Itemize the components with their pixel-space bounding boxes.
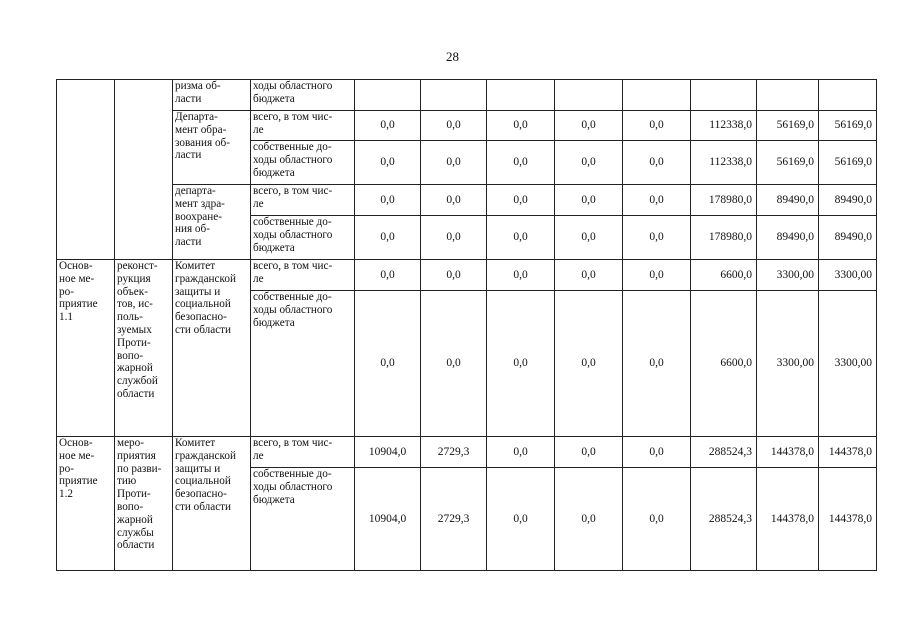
value-cell: 6600,0 xyxy=(691,291,757,437)
value-cell: 0,0 xyxy=(487,291,555,437)
value-cell: 0,0 xyxy=(421,185,487,216)
value-cell: 3300,00 xyxy=(757,260,819,291)
value-cell: 144378,0 xyxy=(819,468,877,571)
value-cell: 0,0 xyxy=(623,437,691,468)
value-cell: 56169,0 xyxy=(819,111,877,141)
value-cell: 2729,3 xyxy=(421,468,487,571)
value-cell xyxy=(487,80,555,111)
value-cell: 0,0 xyxy=(623,260,691,291)
value-cell: 0,0 xyxy=(487,185,555,216)
value-cell: 0,0 xyxy=(623,185,691,216)
executor-cell: департа- мент здра- воохране- ния об- ласти xyxy=(173,185,251,260)
source-cell: собственные до- ходы областного бюджета xyxy=(251,291,355,437)
value-cell: 0,0 xyxy=(421,291,487,437)
value-cell: 288524,3 xyxy=(691,468,757,571)
table-row xyxy=(57,80,877,111)
source-cell: собственные до- ходы областного бюджета xyxy=(251,216,355,260)
source-cell: ходы областного бюджета xyxy=(251,80,355,111)
value-cell: 288524,3 xyxy=(691,437,757,468)
value-cell: 0,0 xyxy=(623,216,691,260)
value-cell xyxy=(555,80,623,111)
value-cell: 178980,0 xyxy=(691,185,757,216)
value-cell: 0,0 xyxy=(487,216,555,260)
table-row xyxy=(57,260,877,291)
target-cell: реконст- рукция объек- тов, ис- поль- зуемых Проти- вопо- жарной службой области xyxy=(115,260,173,437)
value-cell: 0,0 xyxy=(487,260,555,291)
value-cell: 0,0 xyxy=(555,216,623,260)
value-cell: 0,0 xyxy=(355,185,421,216)
source-cell: всего, в том чис- ле xyxy=(251,437,355,468)
source-cell: собственные до- ходы областного бюджета xyxy=(251,141,355,185)
value-cell: 89490,0 xyxy=(819,185,877,216)
source-cell: всего, в том чис- ле xyxy=(251,185,355,216)
value-cell xyxy=(421,80,487,111)
value-cell: 10904,0 xyxy=(355,437,421,468)
value-cell: 10904,0 xyxy=(355,468,421,571)
value-cell: 178980,0 xyxy=(691,216,757,260)
source-cell: всего, в том чис- ле xyxy=(251,260,355,291)
executor-cell: Комитет гражданской защиты и социальной безопасно- сти области xyxy=(173,260,251,437)
value-cell: 0,0 xyxy=(421,111,487,141)
source-cell: всего, в том чис- ле xyxy=(251,111,355,141)
executor-cell: Комитет гражданской защиты и социальной безопасно- сти области xyxy=(173,437,251,571)
event-cell xyxy=(57,80,115,260)
value-cell: 56169,0 xyxy=(757,111,819,141)
value-cell: 0,0 xyxy=(623,141,691,185)
value-cell: 6600,0 xyxy=(691,260,757,291)
value-cell: 0,0 xyxy=(487,111,555,141)
value-cell: 3300,00 xyxy=(819,291,877,437)
value-cell: 0,0 xyxy=(623,468,691,571)
budget-table xyxy=(56,79,877,571)
value-cell xyxy=(623,80,691,111)
executor-cell: ризма об- ласти xyxy=(173,80,251,111)
value-cell: 89490,0 xyxy=(757,216,819,260)
executor-cell: Департа- мент обра- зования об- ласти xyxy=(173,111,251,185)
value-cell: 0,0 xyxy=(355,260,421,291)
value-cell: 2729,3 xyxy=(421,437,487,468)
value-cell: 0,0 xyxy=(555,185,623,216)
value-cell: 144378,0 xyxy=(757,437,819,468)
value-cell: 3300,00 xyxy=(819,260,877,291)
value-cell: 0,0 xyxy=(421,216,487,260)
value-cell: 0,0 xyxy=(487,437,555,468)
value-cell: 112338,0 xyxy=(691,141,757,185)
value-cell xyxy=(757,80,819,111)
value-cell: 56169,0 xyxy=(757,141,819,185)
value-cell: 0,0 xyxy=(555,141,623,185)
value-cell: 0,0 xyxy=(487,141,555,185)
value-cell: 0,0 xyxy=(555,111,623,141)
value-cell: 0,0 xyxy=(421,141,487,185)
value-cell: 56169,0 xyxy=(819,141,877,185)
value-cell: 0,0 xyxy=(355,141,421,185)
target-cell: меро- приятия по разви- тию Проти- вопо- жарной службы области xyxy=(115,437,173,571)
table-row xyxy=(57,111,877,141)
event-cell: Основ- ное ме- ро- приятие 1.2 xyxy=(57,437,115,571)
target-cell xyxy=(115,80,173,260)
value-cell: 3300,00 xyxy=(757,291,819,437)
value-cell: 0,0 xyxy=(555,468,623,571)
value-cell: 0,0 xyxy=(555,291,623,437)
value-cell: 144378,0 xyxy=(819,437,877,468)
value-cell: 0,0 xyxy=(487,468,555,571)
value-cell: 0,0 xyxy=(355,291,421,437)
value-cell: 0,0 xyxy=(555,260,623,291)
source-cell: собственные до- ходы областного бюджета xyxy=(251,468,355,571)
value-cell: 112338,0 xyxy=(691,111,757,141)
value-cell xyxy=(355,80,421,111)
value-cell: 0,0 xyxy=(421,260,487,291)
value-cell: 0,0 xyxy=(355,111,421,141)
value-cell xyxy=(691,80,757,111)
value-cell: 0,0 xyxy=(623,291,691,437)
value-cell: 0,0 xyxy=(623,111,691,141)
value-cell: 0,0 xyxy=(355,216,421,260)
value-cell: 89490,0 xyxy=(819,216,877,260)
value-cell: 0,0 xyxy=(555,437,623,468)
value-cell: 89490,0 xyxy=(757,185,819,216)
value-cell xyxy=(819,80,877,111)
page-number: 28 xyxy=(446,49,459,64)
table-row xyxy=(57,185,877,216)
event-cell: Основ- ное ме- ро- приятие 1.1 xyxy=(57,260,115,437)
table-row xyxy=(57,437,877,468)
value-cell: 144378,0 xyxy=(757,468,819,571)
